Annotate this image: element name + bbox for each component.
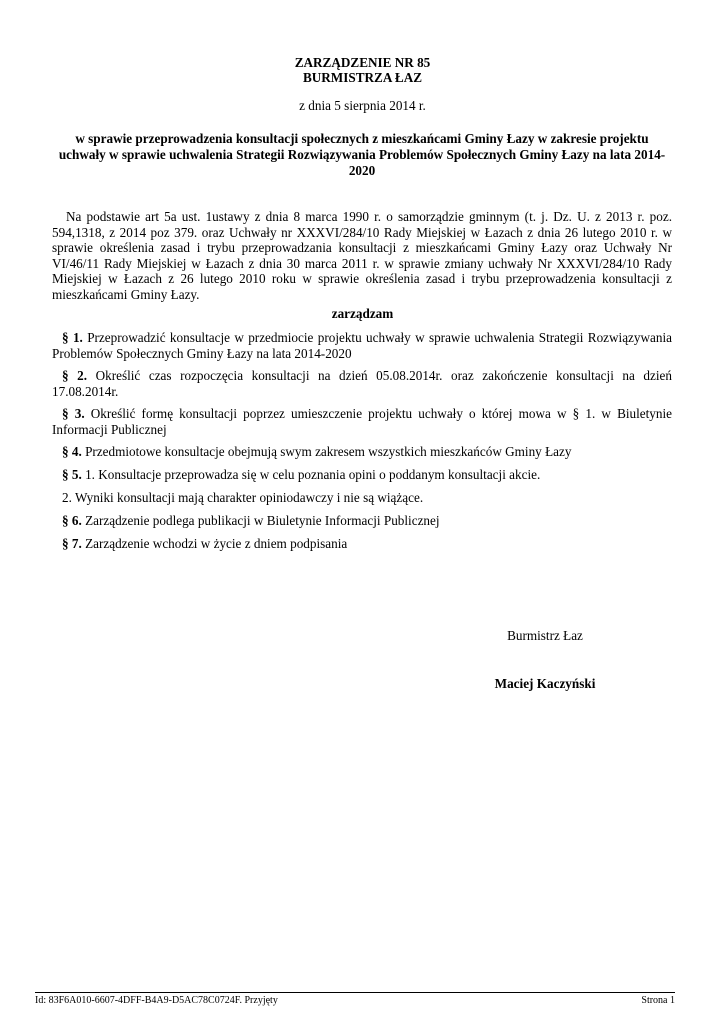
subject-line-2: uchwały w sprawie uchwalenia Strategii Rozwiązywania Problemów Społecznych Gminy Łazy na lata 2014- — [58, 147, 666, 162]
subject-line-3: 2020 — [348, 163, 376, 178]
document-date: z dnia 5 sierpnia 2014 r. — [299, 98, 426, 113]
section-text: Przedmiotowe konsultacje obejmują swym zakresem wszystkich mieszkańców Gminy Łazy — [81, 444, 572, 459]
section-paragraph — [52, 406, 672, 437]
title-line-2: BURMISTRZA ŁAZ — [302, 70, 423, 85]
footer-divider — [35, 992, 675, 993]
section-label: § 4. — [62, 444, 82, 459]
document-title — [0, 55, 725, 85]
section-text: Określić formę konsultacji poprzez umieszczenie projektu uchwały o której mowa w § 1. w Biuletynie Informacji Publicznej — [52, 406, 673, 437]
title-line-1: ZARZĄDZENIE NR 85 — [294, 55, 431, 70]
section-label: § 2. — [62, 368, 88, 383]
footer-page-number: Strona 1 — [641, 995, 675, 1006]
section-paragraph — [52, 444, 672, 460]
section-paragraph — [52, 513, 672, 529]
footer-id: Id: 83F6A010-6607-4DFF-B4A9-D5AC78C0724F. Przyjęty — [35, 995, 278, 1006]
section-text: 2. Wyniki konsultacji mają charakter opiniodawczy i nie są wiążące. — [62, 490, 424, 505]
section-label: § 6. — [62, 513, 82, 528]
section-text: Zarządzenie podlega publikacji w Biuletynie Informacji Publicznej — [81, 513, 440, 528]
decree-word: zarządzam — [331, 306, 394, 321]
section-label: § 1. — [62, 330, 83, 345]
section-paragraph — [52, 330, 672, 361]
section-text: 1. Konsultacje przeprowadza się w celu poznania opini o poddanym konsultacji akcie. — [81, 467, 541, 482]
section-paragraph — [52, 368, 672, 399]
document-subject — [52, 131, 672, 179]
signer-name: Maciej Kaczyński — [494, 676, 596, 691]
subject-line-1: w sprawie przeprowadzenia konsultacji społecznych z mieszkańcami Gminy Łazy w zakresie projektu — [75, 131, 649, 146]
section-label: § 7. — [62, 536, 82, 551]
section-label: § 3. — [62, 406, 85, 421]
section-paragraph — [52, 536, 672, 552]
section-paragraph — [52, 467, 672, 483]
section-text: Zarządzenie wchodzi w życie z dniem podpisania — [81, 536, 348, 551]
section-text: Przeprowadzić konsultacje w przedmiocie projektu uchwały w sprawie uchwalenia Strategii Rozwiązywania Problemów Społecznych Gminy Łazy na lata 2014-2020 — [52, 330, 672, 361]
section-paragraph — [52, 490, 672, 506]
intro-paragraph: Na podstawie art 5a ust. 1ustawy z dnia 8 marca 1990 r. o samorządzie gminnym (t. j. Dz. U. z 2013 r. poz. 594,1318, z 2014 poz 379. oraz Uchwały nr XXXVI/284/10 Rady Miejskiej w Łazach z dnia 26 lutego 2010 r. w sprawie określenia zasad i trybu przeprowadzania konsultacji z mieszkańcami Gminy Łazy oraz Uchwały Nr VI/46/11 Rady Miejskiej w Łazach z dnia 30 marca 2011 r. w sprawie zmiany uchwały Nr XXXVI/284/10 Rady Miejskiej w Łazach z 26 lutego 2010 roku w sprawie określenia zasad i trybu przeprowadzenia konsultacji z mieszkańcami Gminy Łazy. — [52, 209, 672, 302]
section-label: § 5. — [62, 467, 82, 482]
signer-title: Burmistrz Łaz — [507, 628, 583, 643]
section-text: Określić czas rozpoczęcia konsultacji na dzień 05.08.2014r. oraz zakończenie konsultacji na dzień 17.08.2014r. — [52, 368, 672, 399]
